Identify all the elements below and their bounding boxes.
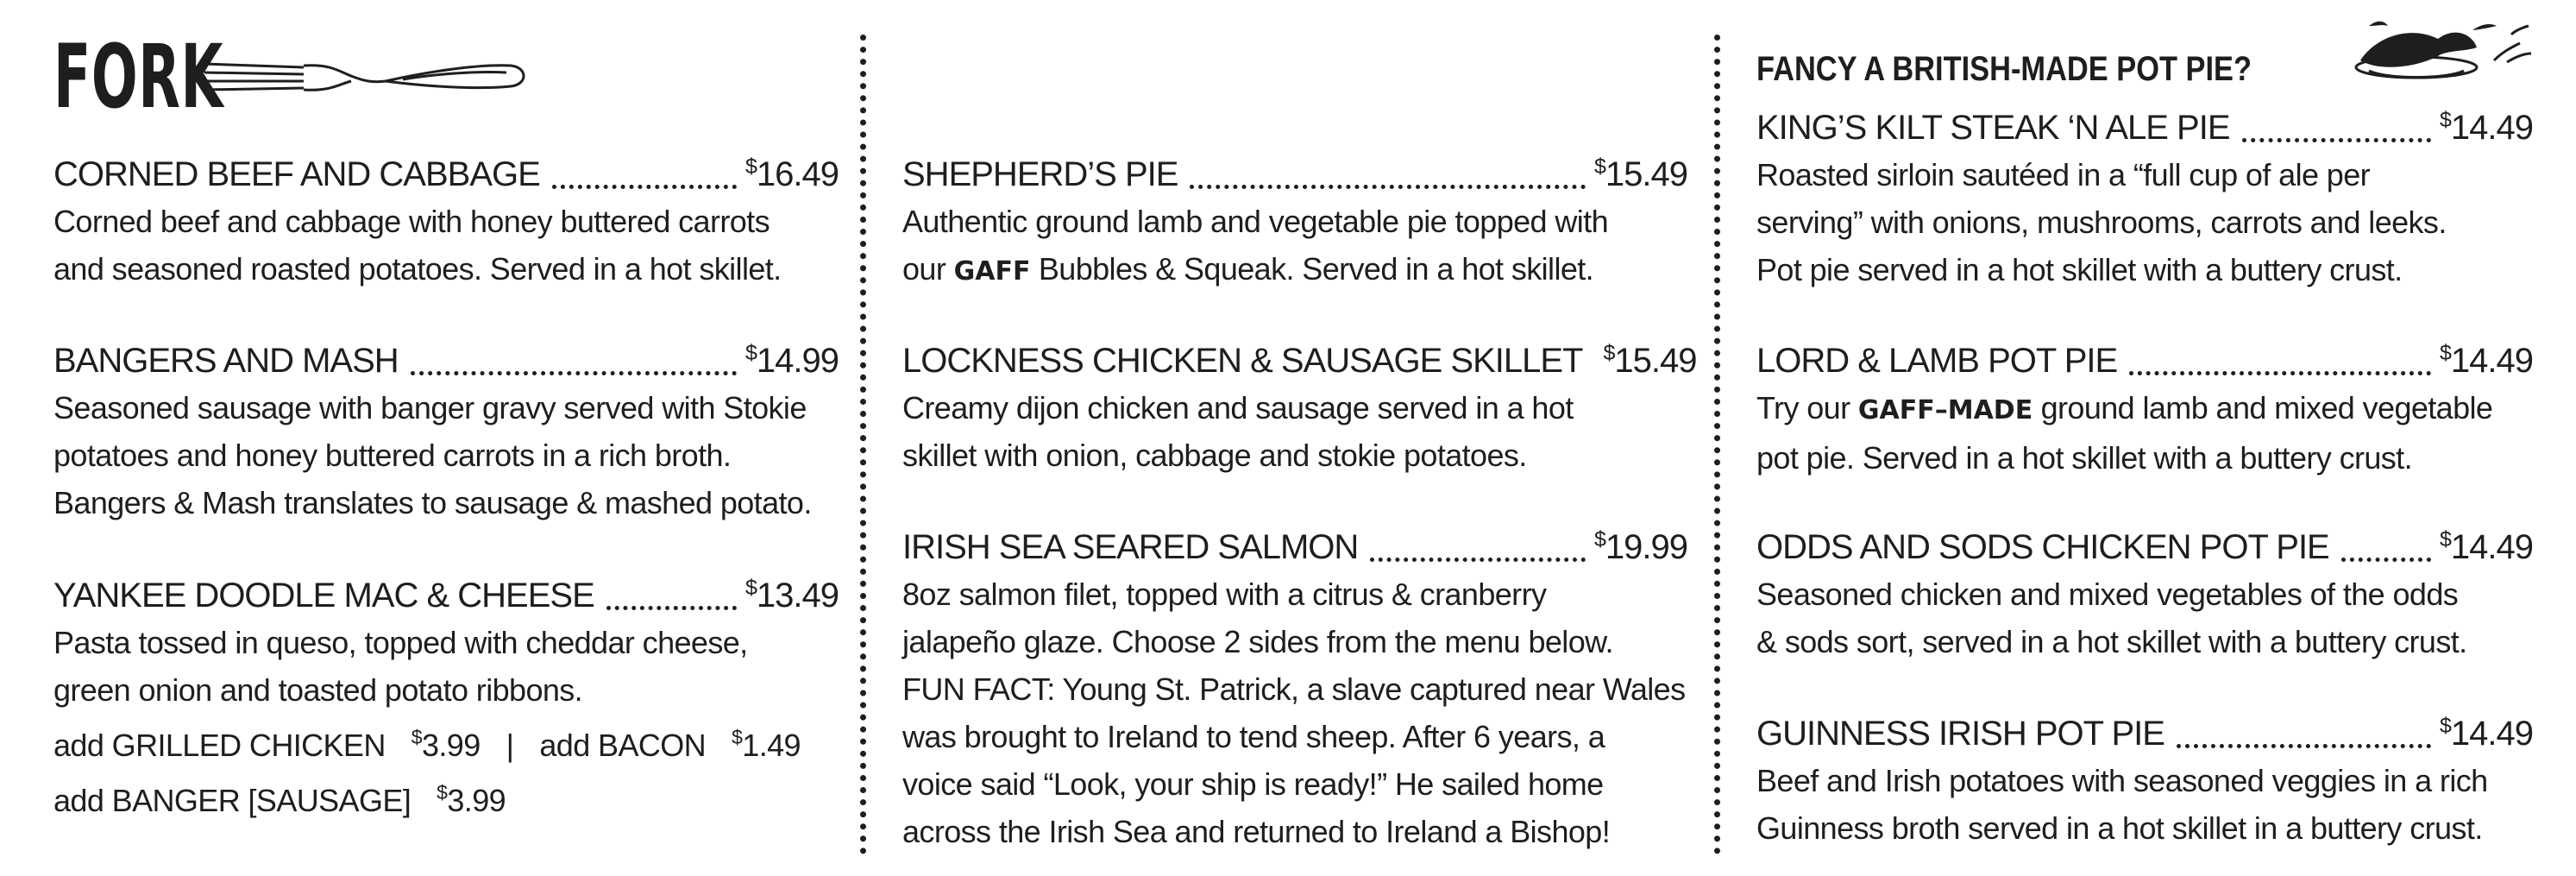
item-price — [745, 143, 839, 198]
item-price — [2440, 516, 2533, 570]
item-description: FUN FACT: Young St. Patrick, a slave captured near Wales — [902, 671, 1686, 707]
gaff-brand-mark: GAFF — [953, 256, 1031, 287]
item-description: Seasoned sausage with banger gravy served with Stokie — [53, 390, 807, 425]
section-title-fork: FORK — [53, 26, 224, 129]
item-description: Corned beef and cabbage with honey buttered carrots — [53, 204, 770, 239]
item-description: green onion and toasted potato ribbons. — [53, 672, 583, 708]
item-description: Authentic ground lamb and vegetable pie topped with — [902, 204, 1609, 239]
desc-text: ground lamb and mixed vegetable — [2033, 390, 2493, 425]
item-price — [2440, 97, 2533, 151]
currency-symbol: $ — [437, 781, 448, 804]
dot-leader — [2242, 138, 2431, 142]
price-value: 14.99 — [756, 342, 839, 380]
currency-symbol: $ — [745, 154, 757, 179]
menu-item — [53, 564, 839, 824]
addon-price: 3.99 — [421, 728, 481, 763]
column-divider-1 — [860, 35, 866, 854]
desc-text: our — [902, 251, 954, 287]
menu-item — [1756, 330, 2533, 482]
item-description: Pot pie served in a hot skillet with a buttery crust. — [1756, 252, 2403, 287]
currency-symbol: $ — [1593, 154, 1605, 179]
item-description: Seasoned chicken and mixed vegetables of the odds — [1756, 577, 2459, 612]
currency-symbol: $ — [745, 341, 757, 365]
item-price — [1594, 143, 1687, 198]
item-price — [745, 564, 839, 619]
currency-symbol: $ — [1593, 527, 1605, 551]
item-description — [1756, 384, 2533, 434]
item-price — [2440, 330, 2533, 384]
item-description: across the Irish Sea and returned to Ireland a Bishop! — [902, 814, 1611, 849]
addon-label: add BACON — [539, 728, 707, 763]
dot-leader — [2177, 744, 2431, 748]
price-value: 14.49 — [2450, 109, 2533, 147]
menu-item — [1756, 97, 2533, 293]
item-description: jalapeño glaze. Choose 2 sides from the menu below. — [902, 624, 1613, 659]
addon-price: 1.49 — [742, 728, 801, 763]
item-name: KING’S KILT STEAK ‘N ALE PIE — [1756, 109, 2230, 147]
addon-price: 3.99 — [447, 783, 506, 818]
item-price — [745, 330, 839, 384]
menu-item — [902, 143, 1687, 295]
dot-leader — [2341, 558, 2431, 562]
currency-symbol: $ — [732, 726, 743, 748]
item-description: 8oz salmon filet, topped with a citrus & cranberry — [902, 577, 1547, 612]
currency-symbol: $ — [411, 726, 422, 748]
item-description: was brought to Ireland to tend sheep. After 6 years, a — [902, 719, 1605, 754]
dot-leader — [2129, 371, 2431, 375]
dot-leader — [411, 371, 737, 375]
item-price — [2440, 703, 2533, 757]
dot-leader — [1370, 558, 1586, 562]
item-description: Roasted sirloin sautéed in a “full cup of ale per — [1756, 157, 2371, 192]
item-name: IRISH SEA SEARED SALMON — [902, 528, 1359, 566]
price-value: 14.49 — [2450, 342, 2533, 380]
price-value: 15.49 — [1614, 342, 1697, 380]
currency-symbol: $ — [2439, 341, 2451, 365]
column-divider-2 — [1714, 35, 1720, 854]
item-description: pot pie. Served in a hot skillet with a buttery crust. — [1756, 440, 2412, 476]
dot-leader — [552, 185, 737, 189]
dot-leader — [606, 606, 737, 610]
item-description: Beef and Irish potatoes with seasoned veggies in a rich — [1756, 763, 2488, 798]
fork-icon — [200, 52, 528, 104]
gaff-made-brand-mark: GAFF–MADE — [1857, 395, 2033, 425]
menu-item — [53, 330, 839, 526]
currency-symbol: $ — [2439, 527, 2451, 551]
item-description: Pasta tossed in queso, topped with cheddar cheese, — [53, 625, 748, 660]
item-name: ODDS AND SODS CHICKEN POT PIE — [1756, 528, 2329, 566]
currency-symbol: $ — [745, 576, 757, 600]
price-value: 14.49 — [2450, 715, 2533, 753]
item-description — [902, 245, 1687, 295]
item-description: Creamy dijon chicken and sausage served in a hot — [902, 390, 1574, 425]
item-price — [1594, 516, 1687, 570]
currency-symbol: $ — [1603, 341, 1615, 365]
item-name: CORNED BEEF AND CABBAGE — [53, 155, 540, 193]
menu-item — [53, 143, 839, 293]
currency-symbol: $ — [2439, 714, 2451, 738]
price-value: 13.49 — [756, 577, 839, 614]
addon-label: add GRILLED CHICKEN — [53, 728, 386, 763]
item-name: YANKEE DOODLE MAC & CHEESE — [53, 577, 594, 614]
price-value: 15.49 — [1605, 155, 1687, 193]
item-description: skillet with onion, cabbage and stokie potatoes. — [902, 438, 1527, 473]
menu-item — [902, 516, 1687, 855]
item-name: SHEPHERD’S PIE — [902, 155, 1178, 193]
price-value: 19.99 — [1605, 528, 1687, 566]
item-description: & sods sort, served in a hot skillet with a buttery crust. — [1756, 624, 2467, 659]
item-name: LOCKNESS CHICKEN & SAUSAGE SKILLET — [902, 342, 1583, 380]
item-description: voice said “Look, your ship is ready!” He sailed home — [902, 766, 1604, 802]
price-value: 16.49 — [756, 155, 839, 193]
pot-pie-illustration-icon — [2343, 9, 2533, 86]
item-description: Bangers & Mash translates to sausage & mashed potato. — [53, 485, 812, 520]
menu-item — [902, 330, 1697, 479]
fork-header — [53, 26, 528, 129]
desc-text: Bubbles & Squeak. Served in a hot skillet. — [1030, 251, 1594, 287]
menu-item — [1756, 516, 2533, 665]
item-name: GUINNESS IRISH POT PIE — [1756, 715, 2164, 753]
dot-leader — [1190, 185, 1586, 189]
addon-line — [53, 714, 839, 769]
currency-symbol: $ — [2439, 108, 2451, 132]
section-title-pot-pie: FANCY A BRITISH-MADE POT PIE? — [1756, 50, 2252, 88]
item-name: BANGERS AND MASH — [53, 342, 399, 380]
menu-item — [1756, 703, 2533, 852]
item-description: serving” with onions, mushrooms, carrots and leeks. — [1756, 205, 2447, 240]
addon-label: add BANGER [SAUSAGE] — [53, 783, 412, 818]
addon-separator: | — [506, 728, 514, 763]
addon-line — [53, 769, 839, 824]
desc-text: Try our — [1756, 390, 1858, 425]
item-price — [1603, 330, 1696, 384]
item-description: and seasoned roasted potatoes. Served in a hot skillet. — [53, 251, 782, 287]
item-description: potatoes and honey buttered carrots in a rich broth. — [53, 438, 732, 473]
item-name: LORD & LAMB POT PIE — [1756, 342, 2118, 380]
price-value: 14.49 — [2450, 528, 2533, 566]
item-description: Guinness broth served in a hot skillet in a buttery crust. — [1756, 810, 2483, 846]
